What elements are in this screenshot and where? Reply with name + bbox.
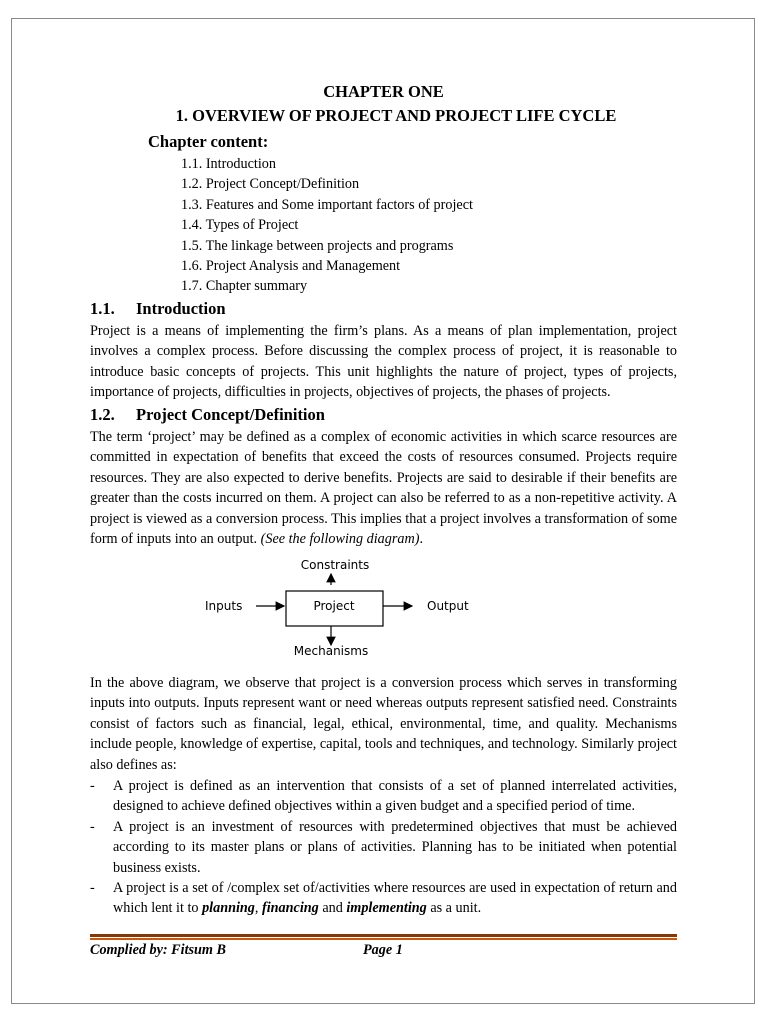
diagram-project-label: Project xyxy=(313,599,355,613)
section-heading-introduction xyxy=(90,299,226,319)
section-title: Project Concept/Definition xyxy=(136,405,325,424)
toc-item: 1.3. Features and Some important factors of project xyxy=(181,196,473,213)
chapter-subtitle: 1. OVERVIEW OF PROJECT AND PROJECT LIFE CYCLE xyxy=(175,106,617,125)
chapter-title: CHAPTER ONE xyxy=(323,82,444,101)
chapter-content-heading: Chapter content: xyxy=(148,132,269,151)
definition-list xyxy=(90,776,677,919)
toc-item: 1.6. Project Analysis and Management xyxy=(181,258,401,275)
diagram-inputs-label: Inputs xyxy=(205,599,243,613)
intro-paragraph: Project is a means of implementing the firm’s plans. As a means of plan implementation, project involves a complex process. Before discussing the complex process of project, it is reasonable to introduce basic concepts of projects. This unit highlights the nature of project, types of projects, importance of projects, difficulties in projects, objectives of projects, the phases of projects. xyxy=(90,323,677,401)
section-heading-concept xyxy=(90,405,325,425)
toc-item: 1.1. Introduction xyxy=(181,156,276,172)
after-diagram-paragraph: In the above diagram, we observe that project is a conversion process which serves in transforming inputs into outputs. Inputs represent want or need whereas outputs represent satisfied need. Constraints consist of factors such as financial, legal, ethical, environmental, time, and quality. Mechanisms include people, knowledge of expertise, capital, tools and techniques, and technology. Similarly project also defines as: xyxy=(90,675,677,773)
bullet-text: A project is an investment of resources with predetermined objectives that must be achieved according to its master plans or plans of activities. Planning has to be initiated when potential business exists. xyxy=(113,818,677,876)
toc-item: 1.7. Chapter summary xyxy=(181,278,308,295)
bullet-dash: - xyxy=(90,778,95,794)
table-of-contents xyxy=(181,154,473,297)
toc-item: 1.4. Types of Project xyxy=(181,217,299,234)
section-number: 1.1. xyxy=(90,299,115,318)
bullet-text: and xyxy=(318,900,347,917)
list-item xyxy=(90,878,677,919)
bullet-text: A project is defined as an intervention that consists of a set of planned interrelated activities, designed to achieve defined objectives within a given budget and a specified period of time. xyxy=(113,778,677,815)
section-number: 1.2. xyxy=(90,405,115,424)
list-item xyxy=(90,817,677,878)
footer-rule-thin xyxy=(90,938,677,940)
concept-text-end: . xyxy=(419,531,423,548)
bullet-text: as a unit. xyxy=(426,900,482,917)
diagram-output-label: Output xyxy=(427,599,469,613)
emphasis-planning: planning xyxy=(202,900,255,917)
bullet-dash: - xyxy=(90,880,95,897)
diagram-constraints-label: Constraints xyxy=(300,558,370,572)
diagram-reference: (See the following diagram) xyxy=(260,531,420,548)
footer-rule xyxy=(90,934,677,937)
project-conversion-diagram xyxy=(90,555,677,665)
emphasis-implementing: implementing xyxy=(346,900,427,917)
concept-text: The term ‘project’ may be defined as a complex of economic activities in which scarce resources are committed in expectation of benefits that exceed the costs of resources consumed. Projects require resources. They are also expected to derive benefits. Projects are said to desirable if their benefits are greater than the costs incurred on them. A project can also be referred to as a non-repetitive activity. A project is viewed as a conversion process. This implies that a project involves a transformation of some form of inputs into an output. xyxy=(90,429,677,548)
toc-item: 1.5. The linkage between projects and programs xyxy=(181,237,454,254)
diagram-mechanisms-label: Mechanisms xyxy=(293,644,369,658)
footer-compiled-by: Complied by: Fitsum B xyxy=(90,942,226,958)
toc-item: 1.2. Project Concept/Definition xyxy=(181,176,360,193)
list-item xyxy=(90,776,677,817)
bullet-dash: - xyxy=(90,818,95,835)
emphasis-financing: financing xyxy=(262,900,319,917)
concept-paragraph xyxy=(90,427,677,549)
section-title: Introduction xyxy=(136,299,226,318)
bullet-text: A project is a set of /complex set of/activities where resources are used in expectation of return and which lent it to xyxy=(113,880,677,917)
bullet-text: , xyxy=(254,900,262,917)
footer-page-number: Page 1 xyxy=(363,942,403,958)
